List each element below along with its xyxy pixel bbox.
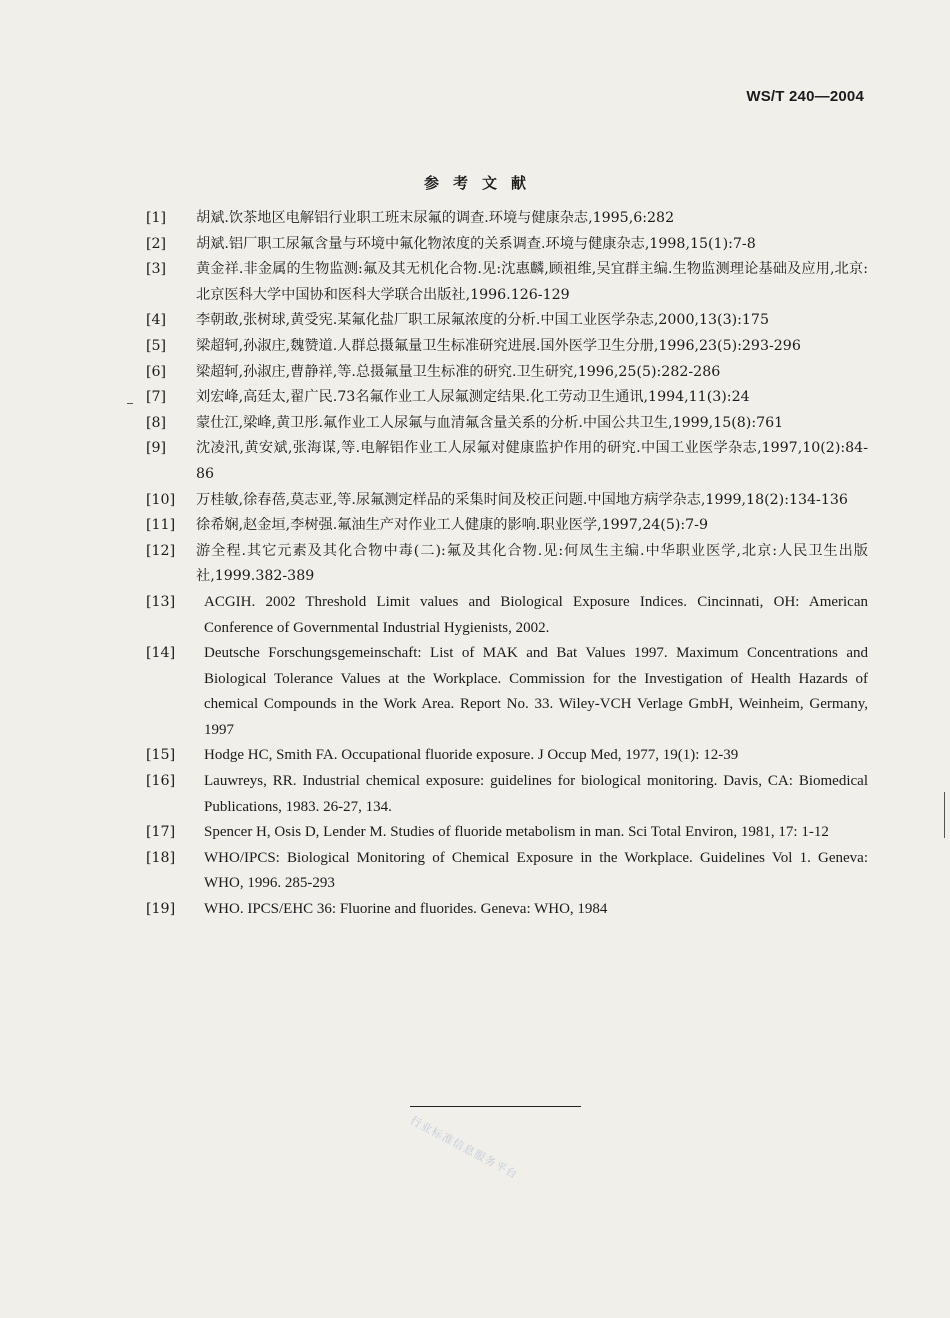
reference-text: 黄金祥.非金属的生物监测:氟及其无机化合物.见:沈惠麟,顾祖维,吴宜群主编.生物监测理论基础及应用,北京:北京医科大学中国协和医科大学联合出版社,1996.126-129 bbox=[196, 261, 868, 303]
reference-item bbox=[146, 334, 868, 360]
reference-text: Lauwreys, RR. Industrial chemical exposure: guidelines for biological monitoring. Davis, CA: Biomedical Publications, 1983. 26-27, 134. bbox=[204, 773, 868, 815]
reference-text: Hodge HC, Smith FA. Occupational fluoride exposure. J Occup Med, 1977, 19(1): 12-39 bbox=[204, 747, 739, 764]
reference-number: [9] bbox=[146, 440, 167, 457]
reference-number: [12] bbox=[146, 542, 176, 559]
end-rule bbox=[410, 1106, 581, 1107]
reference-number: [15] bbox=[146, 747, 176, 764]
reference-item bbox=[146, 436, 868, 487]
reference-text: 万桂敏,徐春蓓,莫志亚,等.尿氟测定样品的采集时间及校正问题.中国地方病学杂志,1999,18(2):134-136 bbox=[196, 491, 848, 508]
reference-number: [14] bbox=[146, 645, 176, 662]
reference-item bbox=[146, 743, 868, 769]
standard-code: WS/T 240—2004 bbox=[746, 88, 864, 105]
reference-item bbox=[146, 411, 868, 437]
reference-item bbox=[146, 232, 868, 258]
reference-number: [17] bbox=[146, 824, 176, 841]
reference-text: WHO/IPCS: Biological Monitoring of Chemical Exposure in the Workplace. Guidelines Vol 1. Geneva: WHO, 1996. 285-293 bbox=[204, 849, 868, 892]
reference-number: [7] bbox=[146, 389, 167, 406]
reference-number: [19] bbox=[146, 901, 176, 918]
reference-number: [3] bbox=[146, 261, 167, 278]
watermark: 行业标准信息服务平台 bbox=[407, 1113, 521, 1182]
margin-mark bbox=[127, 403, 133, 404]
reference-text: WHO. IPCS/EHC 36: Fluorine and fluorides. Geneva: WHO, 1984 bbox=[204, 901, 608, 918]
reference-number: [2] bbox=[146, 235, 167, 252]
reference-text: 游全程.其它元素及其化合物中毒(二):氟及其化合物.见:何凤生主编.中华职业医学,北京:人民卫生出版社,1999.382-389 bbox=[196, 542, 868, 585]
reference-item bbox=[146, 769, 868, 820]
reference-number: [8] bbox=[146, 414, 167, 431]
reference-item bbox=[146, 897, 868, 923]
reference-text: Deutsche Forschungsgemeinschaft: List of MAK and Bat Values 1997. Maximum Concentrations and Biological Tolerance Values at the Workplace. Commission for the Investigation of Health Hazards of chemical Compounds in the Work Area. Report No. 33. Wiley-VCH Verlage GmbH, Weinheim, Germany, 1997 bbox=[204, 645, 868, 738]
reference-text: 梁超轲,孙淑庄,魏赞道.人群总摄氟量卫生标准研究进展.国外医学卫生分册,1996,23(5):293-296 bbox=[196, 337, 801, 354]
reference-item bbox=[146, 360, 868, 386]
reference-number: [1] bbox=[146, 210, 167, 226]
reference-number: [5] bbox=[146, 337, 167, 354]
reference-number: [6] bbox=[146, 363, 167, 380]
reference-number: [13] bbox=[146, 593, 176, 610]
reference-number: [10] bbox=[146, 491, 176, 508]
reference-text: Spencer H, Osis D, Lender M. Studies of fluoride metabolism in man. Sci Total Environ, 1981, 17: 1-12 bbox=[204, 824, 829, 841]
reference-text: 梁超轲,孙淑庄,曹静祥,等.总摄氟量卫生标准的研究.卫生研究,1996,25(5):282-286 bbox=[196, 363, 721, 380]
references-title: 参考文献 bbox=[423, 174, 540, 192]
reference-item bbox=[146, 590, 868, 641]
reference-text: 胡斌.饮茶地区电解铝行业职工班末尿氟的调查.环境与健康杂志,1995,6:282 bbox=[196, 210, 675, 226]
reference-item bbox=[146, 846, 868, 897]
reference-item bbox=[146, 488, 868, 514]
reference-item bbox=[146, 641, 868, 743]
reference-item bbox=[146, 206, 868, 232]
reference-text: 刘宏峰,高廷太,翟广民.73名氟作业工人尿氟测定结果.化工劳动卫生通讯,1994,11(3):24 bbox=[196, 389, 750, 406]
reference-text: ACGIH. 2002 Threshold Limit values and Biological Exposure Indices. Cincinnati, OH: American Conference of Governmental Industrial Hygienists, 2002. bbox=[204, 593, 868, 636]
reference-text: 沈凌汛,黄安斌,张海谋,等.电解铝作业工人尿氟对健康监护作用的研究.中国工业医学杂志,1997,10(2):84-86 bbox=[196, 440, 868, 482]
reference-number: [18] bbox=[146, 849, 176, 866]
reference-number: [11] bbox=[146, 517, 176, 534]
reference-item bbox=[146, 257, 868, 308]
edge-mark bbox=[944, 792, 945, 838]
reference-text: 蒙仕江,梁峰,黄卫彤.氟作业工人尿氟与血清氟含量关系的分析.中国公共卫生,1999,15(8):761 bbox=[196, 414, 784, 431]
reference-item bbox=[146, 820, 868, 846]
reference-text: 李朝敢,张树球,黄受宪.某氟化盐厂职工尿氟浓度的分析.中国工业医学杂志,2000,13(3):175 bbox=[196, 312, 769, 329]
reference-item bbox=[146, 513, 868, 539]
reference-number: [4] bbox=[146, 312, 167, 329]
reference-text: 徐希娴,赵金垣,李树强.氟油生产对作业工人健康的影响.职业医学,1997,24(5):7-9 bbox=[196, 517, 709, 534]
reference-item bbox=[146, 308, 868, 334]
reference-item bbox=[146, 539, 868, 590]
reference-list bbox=[146, 206, 868, 923]
reference-number: [16] bbox=[146, 773, 176, 790]
reference-text: 胡斌.铝厂职工尿氟含量与环境中氟化物浓度的关系调查.环境与健康杂志,1998,15(1):7-8 bbox=[196, 235, 756, 252]
reference-item bbox=[146, 385, 868, 411]
